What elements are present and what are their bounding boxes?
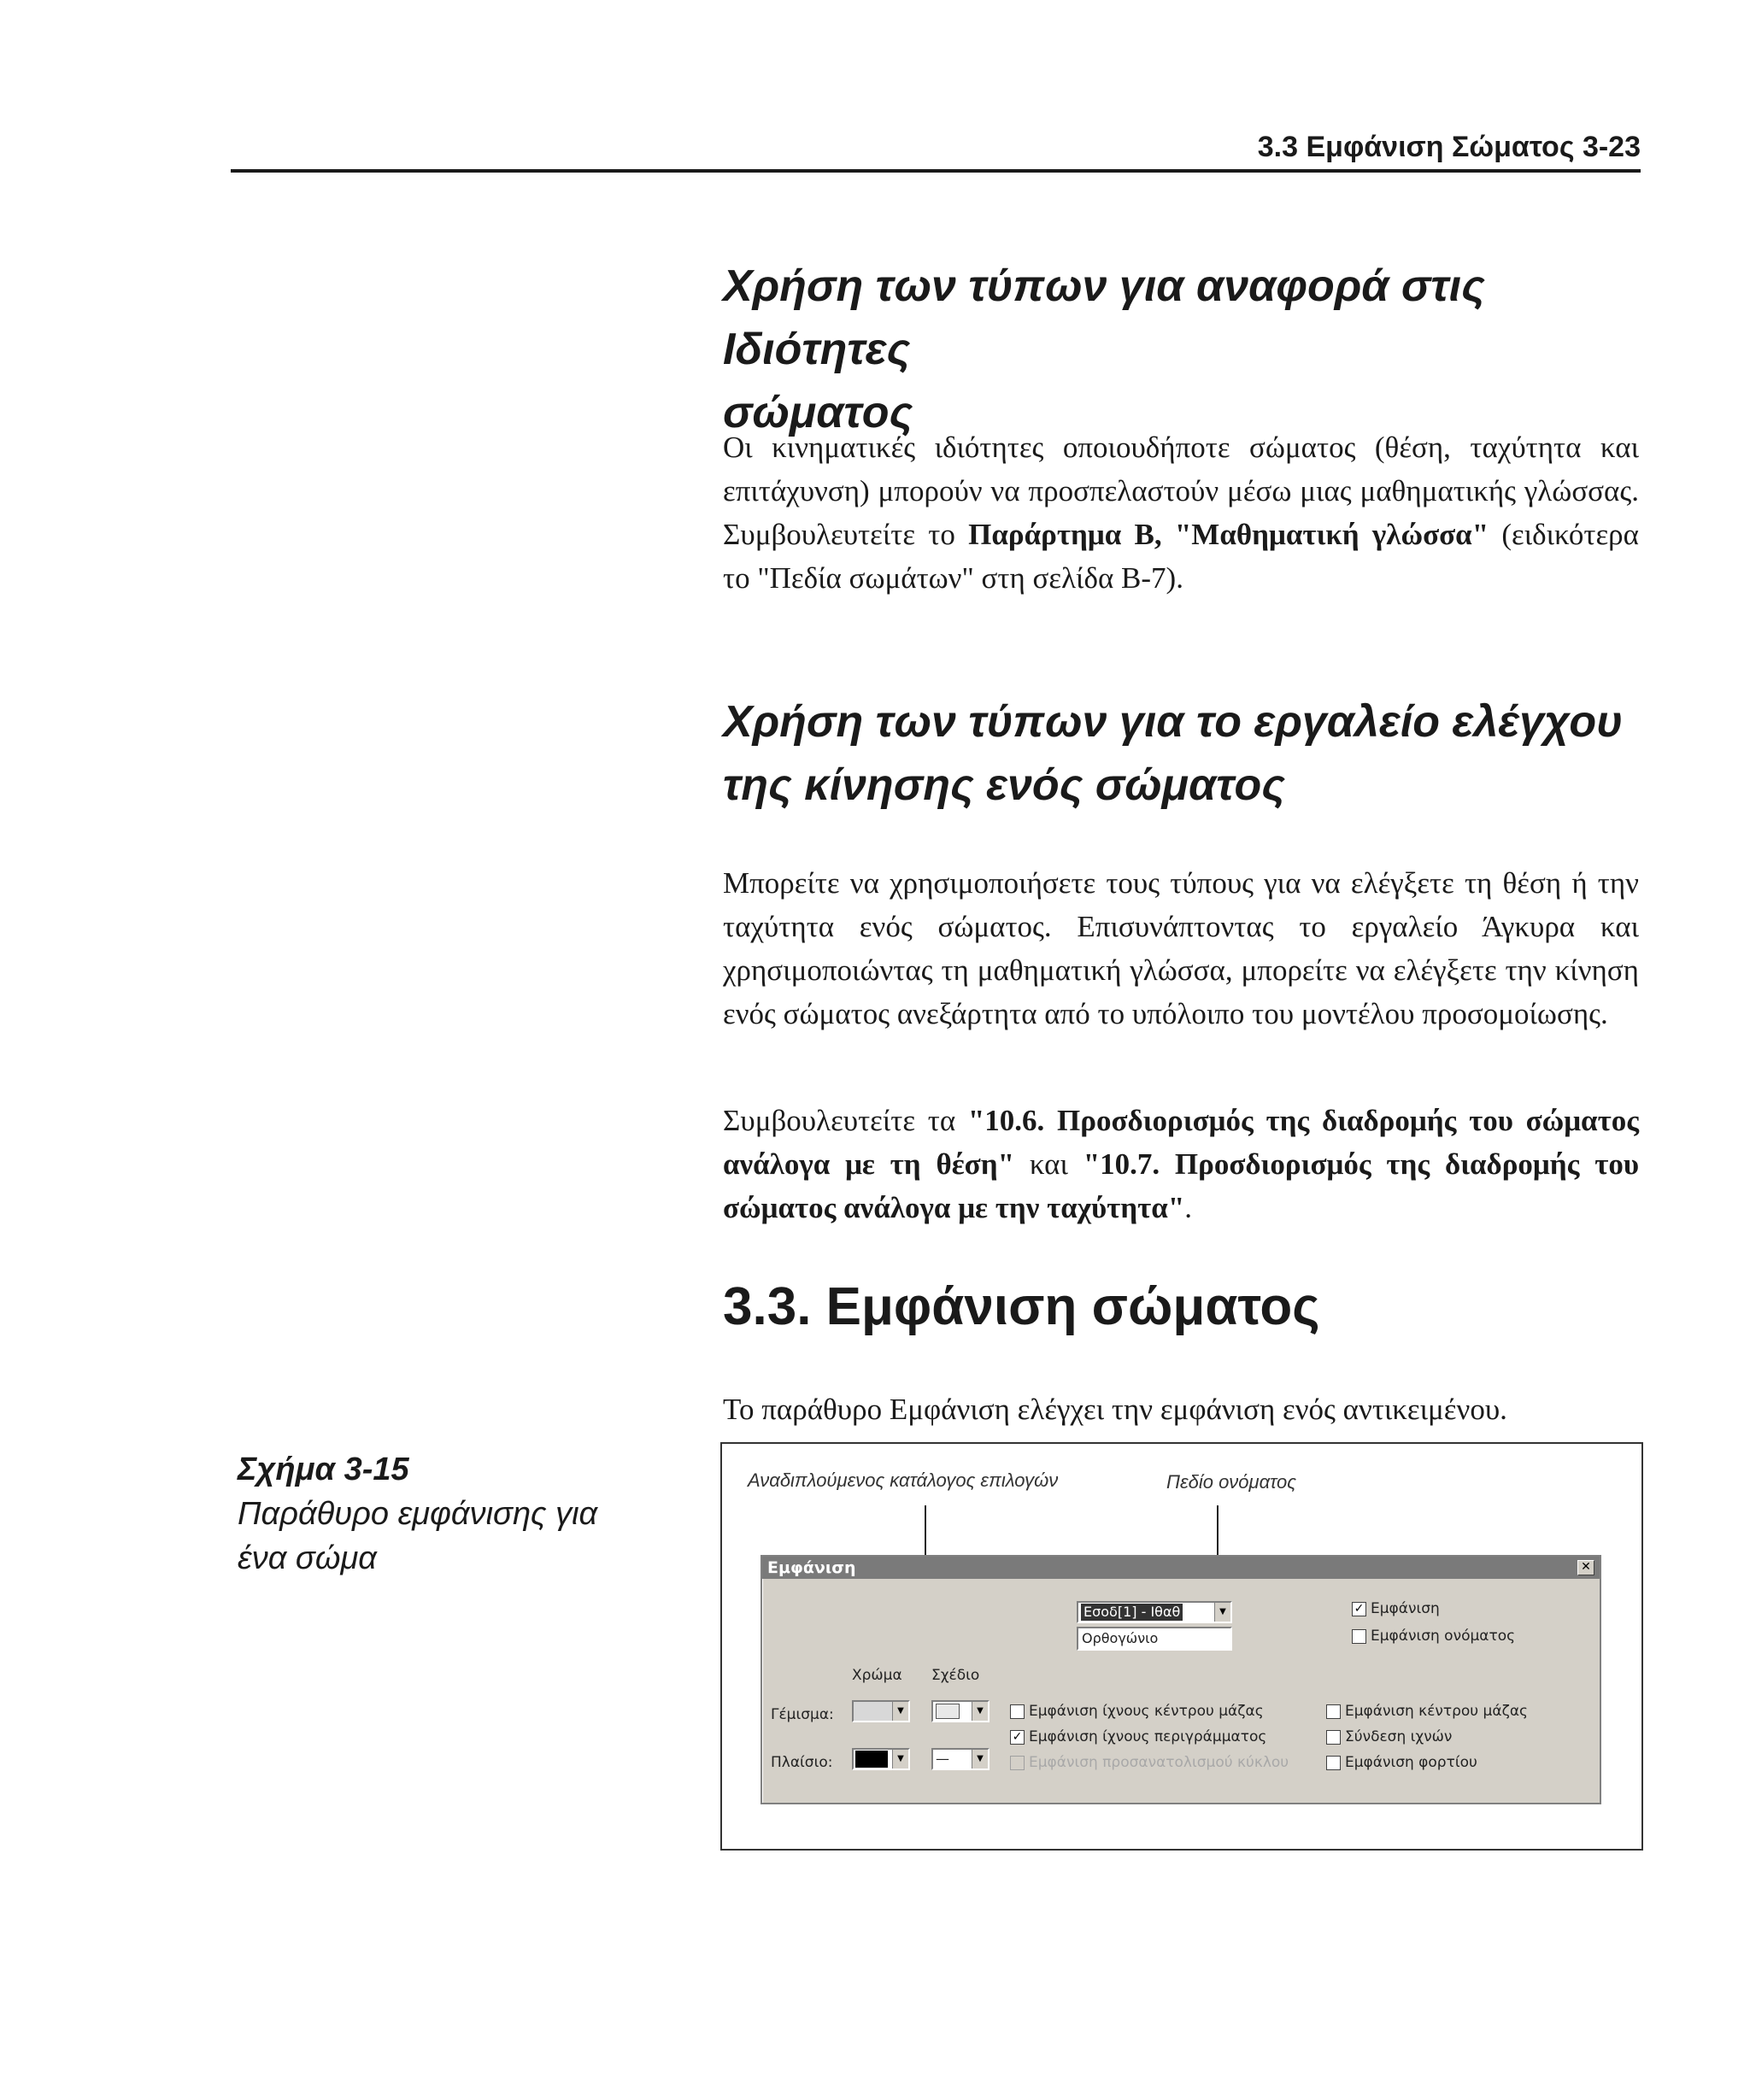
running-head <box>231 128 1641 173</box>
paragraph-appearance: Το παράθυρο Εμφάνιση ελέγχει την εμφάνιση ενός αντικειμένου. <box>723 1393 1507 1426</box>
checkbox-box[interactable] <box>1352 1629 1366 1644</box>
chevron-down-icon[interactable]: ▼ <box>1214 1603 1230 1622</box>
section-heading-properties <box>723 255 1646 444</box>
pattern-swatch <box>936 1704 960 1719</box>
fill-color-dropdown[interactable] <box>852 1700 910 1722</box>
checkbox-label: Σύνδεση ιχνών <box>1345 1728 1453 1745</box>
checkbox-box[interactable] <box>1326 1704 1341 1719</box>
dialog-title: Εμφάνιση <box>767 1558 856 1577</box>
checkbox-label: Εμφάνιση φορτίου <box>1345 1754 1477 1771</box>
checkbox-label: Εμφάνιση κέντρου μάζας <box>1345 1703 1529 1720</box>
line-style-glyph: — <box>936 1751 949 1767</box>
text: και <box>1014 1147 1083 1181</box>
column-header-pattern: Σχέδιο <box>931 1667 980 1684</box>
border-style-dropdown[interactable] <box>931 1748 990 1770</box>
checkbox-label: Εμφάνιση ίχνους κέντρου μάζας <box>1029 1703 1264 1720</box>
checkbox-box[interactable]: ✓ <box>1352 1602 1366 1616</box>
paragraph-properties <box>723 425 1639 600</box>
close-icon[interactable]: ✕ <box>1577 1560 1594 1575</box>
checkbox-label: Εμφάνιση ονόματος <box>1371 1628 1516 1645</box>
heading-line: σώματος <box>723 388 913 437</box>
figure-appearance-window <box>720 1442 1643 1851</box>
callout-name-field-label: Πεδίο ονόματος <box>1166 1471 1296 1493</box>
text: (ειδικότερα το "Πεδία σωμάτων" στη σελίδα Β-7). <box>723 518 1639 595</box>
chevron-down-icon[interactable]: ▼ <box>892 1702 908 1721</box>
section-heading-appearance: 3.3. Εμφάνιση σώματος <box>723 1277 1320 1336</box>
appearance-dialog <box>760 1555 1601 1804</box>
column-header-color: Χρώμα <box>852 1667 902 1684</box>
fill-label: Γέμισμα: <box>771 1706 834 1723</box>
border-color-dropdown[interactable] <box>852 1748 910 1770</box>
checkbox-label: Εμφάνιση προσανατολισμού κύκλου <box>1029 1754 1289 1771</box>
color-swatch <box>855 1751 888 1768</box>
figure-caption-text: Παράθυρο εμφάνισης για ένα σώμα <box>238 1496 598 1576</box>
chevron-down-icon[interactable]: ▼ <box>972 1750 988 1769</box>
border-label: Πλαίσιο: <box>771 1754 833 1771</box>
chevron-down-icon[interactable]: ▼ <box>972 1702 988 1721</box>
object-dropdown-value: Εσοδ[1] - Ιθαθ <box>1081 1604 1183 1621</box>
name-field[interactable]: Ορθογώνιο <box>1077 1627 1232 1651</box>
checkbox-box <box>1010 1756 1025 1770</box>
bold-reference: "10.6. Προσδιορισμός της διαδρομής του σώματος ανάλογα με τη θέση" <box>723 1104 1639 1181</box>
checkbox-label: Εμφάνιση ίχνους περιγράμματος <box>1029 1728 1267 1745</box>
text: . <box>1184 1191 1192 1224</box>
checkbox-box[interactable]: ✓ <box>1010 1730 1025 1745</box>
text: Οι κινηματικές ιδιότητες οποιουδήποτε σώματος (θέση, ταχύτητα και επιτάχυνση) μπορούν να προσπελαστούν μέσω μιας μαθηματικής γλώσσας. Συμβουλευτείτε το <box>723 431 1639 551</box>
chevron-down-icon[interactable]: ▼ <box>892 1750 908 1769</box>
paragraph-references <box>723 1099 1639 1229</box>
object-dropdown[interactable] <box>1077 1601 1232 1623</box>
heading-line: Χρήση των τύπων για το εργαλείο ελέγχου <box>723 697 1623 747</box>
bold-reference: Παράρτημα Β, "Μαθηματική γλώσσα" <box>968 518 1489 551</box>
figure-caption <box>238 1447 631 1581</box>
section-heading-motion-control <box>723 690 1646 817</box>
checkbox-box[interactable] <box>1010 1704 1025 1719</box>
heading-line: Χρήση των τύπων για αναφορά στις Ιδιότητες <box>723 261 1485 374</box>
checkbox-box[interactable] <box>1326 1756 1341 1770</box>
paragraph-motion-control: Μπορείτε να χρησιμοποιήσετε τους τύπους για να ελέγξετε τη θέση ή την ταχύτητα ενός σώματος. Επισυνάπτοντας το εργαλείο Άγκυρα και χρησιμοποιώντας τη μαθηματική γλώσσα, μπορείτε να ελέγξετε την κίνηση ενός σώματος ανεξάρτητα από το υπόλοιπο του μοντέλου προσομοίωσης. <box>723 866 1639 1030</box>
heading-line: της κίνησης ενός σώματος <box>723 760 1285 810</box>
checkbox-label: Εμφάνιση <box>1371 1600 1440 1617</box>
figure-number: Σχήμα 3-15 <box>238 1452 409 1487</box>
callout-dropdown-label: Αναδιπλούμενος κατάλογος επιλογών <box>748 1469 1059 1491</box>
running-head-text: 3.3 Εμφάνιση Σώματος 3-23 <box>1257 131 1641 163</box>
fill-pattern-dropdown[interactable] <box>931 1700 990 1722</box>
text: Συμβουλευτείτε τα <box>723 1104 968 1137</box>
bold-reference: "10.7. Προσδιορισμός της διαδρομής του σώματος ανάλογα με την ταχύτητα" <box>723 1147 1639 1224</box>
dialog-title-bar <box>762 1557 1600 1579</box>
checkbox-box[interactable] <box>1326 1730 1341 1745</box>
